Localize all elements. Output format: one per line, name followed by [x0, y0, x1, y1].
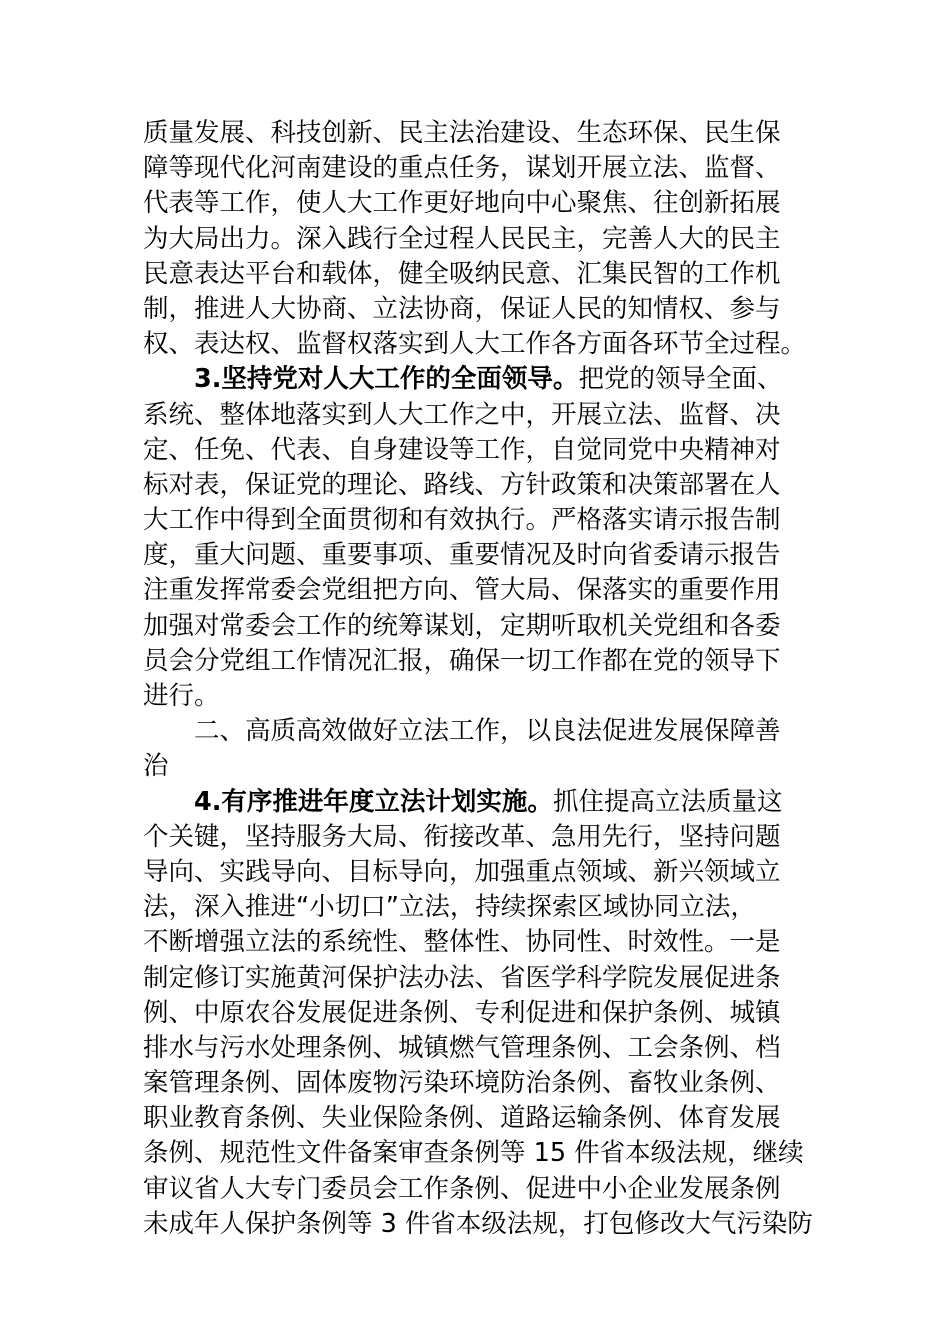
paragraph-line: 制，推进人大协商、立法协商，保证人民的知情权、参与 [143, 293, 781, 324]
paragraph-line: 员会分党组工作情况汇报，确保一切工作都在党的领导下 [143, 645, 781, 676]
paragraph-line: 加强对常委会工作的统筹谋划，定期听取机关党组和各委 [143, 610, 781, 641]
paragraph-line: 民意表达平台和载体，健全吸纳民意、汇集民智的工作机 [143, 258, 781, 289]
paragraph-line: 定、任免、代表、自身建设等工作，自觉同党中央精神对 [143, 434, 781, 465]
paragraph-line: 权、表达权、监督权落实到人大工作各方面各环节全过程。 [143, 329, 807, 360]
paragraph-line: 质量发展、科技创新、民主法治建设、生态环保、民生保 [143, 118, 781, 148]
paragraph-line: 未成年人保护条例等 3 件省本级法规，打包修改大气污染防 [143, 1208, 813, 1239]
section-3-first-line [143, 362, 813, 397]
paragraph-line: 案管理条例、固体废物污染环境防治条例、畜牧业条例、 [143, 1068, 781, 1099]
part-2-heading-continuation: 治 [143, 751, 169, 782]
paragraph-line: 进行。 [143, 681, 220, 711]
paragraph-line: 例、中原农谷发展促进条例、专利促进和保护条例、城镇 [143, 997, 781, 1028]
paragraph-line: 注重发挥常委会党组把方向、管大局、保落实的重要作用 [143, 575, 781, 606]
part-2-heading: 二、高质高效做好立法工作，以良法促进发展保障善 [194, 716, 781, 747]
section-4-heading: 4.有序推进年度立法计划实施。 [194, 786, 553, 817]
paragraph-line: 代表等工作，使人大工作更好地向中心聚焦、往创新拓展 [143, 188, 781, 219]
paragraph-line: 大工作中得到全面贯彻和有效执行。严格落实请示报告制 [143, 505, 781, 536]
paragraph-line: 个关键，坚持服务大局、衔接改革、急用先行，坚持问题 [143, 821, 781, 852]
paragraph-line: 制定修订实施黄河保护法办法、省医学科学院发展促进条 [143, 962, 781, 993]
paragraph-line: 为大局出力。深入践行全过程人民民主，完善人大的民主 [143, 223, 781, 254]
paragraph-line: 条例、规范性文件备案审查条例等 15 件省本级法规，继续 [143, 1138, 804, 1169]
paragraph-line: 审议省人大专门委员会工作条例、促进中小企业发展条例 [143, 1173, 781, 1204]
paragraph-line: 系统、整体地落实到人大工作之中，开展立法、监督、决 [143, 399, 781, 430]
section-3-heading: 3.坚持党对人大工作的全面领导。 [194, 364, 579, 395]
paragraph-line: 排水与污水处理条例、城镇燃气管理条例、工会条例、档 [143, 1032, 781, 1063]
section-4-first-line-text: 抓住提高立法质量这 [552, 786, 783, 817]
section-3-first-line-text: 把党的领导全面、 [578, 364, 783, 395]
paragraph-line: 障等现代化河南建设的重点任务，谋划开展立法、监督、 [143, 153, 781, 184]
paragraph-line: 导向、实践导向、目标导向，加强重点领域、新兴领域立 [143, 856, 781, 887]
paragraph-line: 职业教育条例、失业保险条例、道路运输条例、体育发展 [143, 1103, 781, 1134]
document-body [143, 116, 813, 1242]
section-4-first-line [143, 785, 813, 820]
paragraph-line: 标对表，保证党的理论、路线、方针政策和决策部署在人 [143, 469, 781, 500]
paragraph-line: 法，深入推进“小切口”立法，持续探索区域协同立法， [143, 892, 756, 923]
paragraph-line: 度，重大问题、重要事项、重要情况及时向省委请示报告 [143, 540, 781, 571]
paragraph-line: 不断增强立法的系统性、整体性、协同性、时效性。一是 [143, 927, 781, 958]
